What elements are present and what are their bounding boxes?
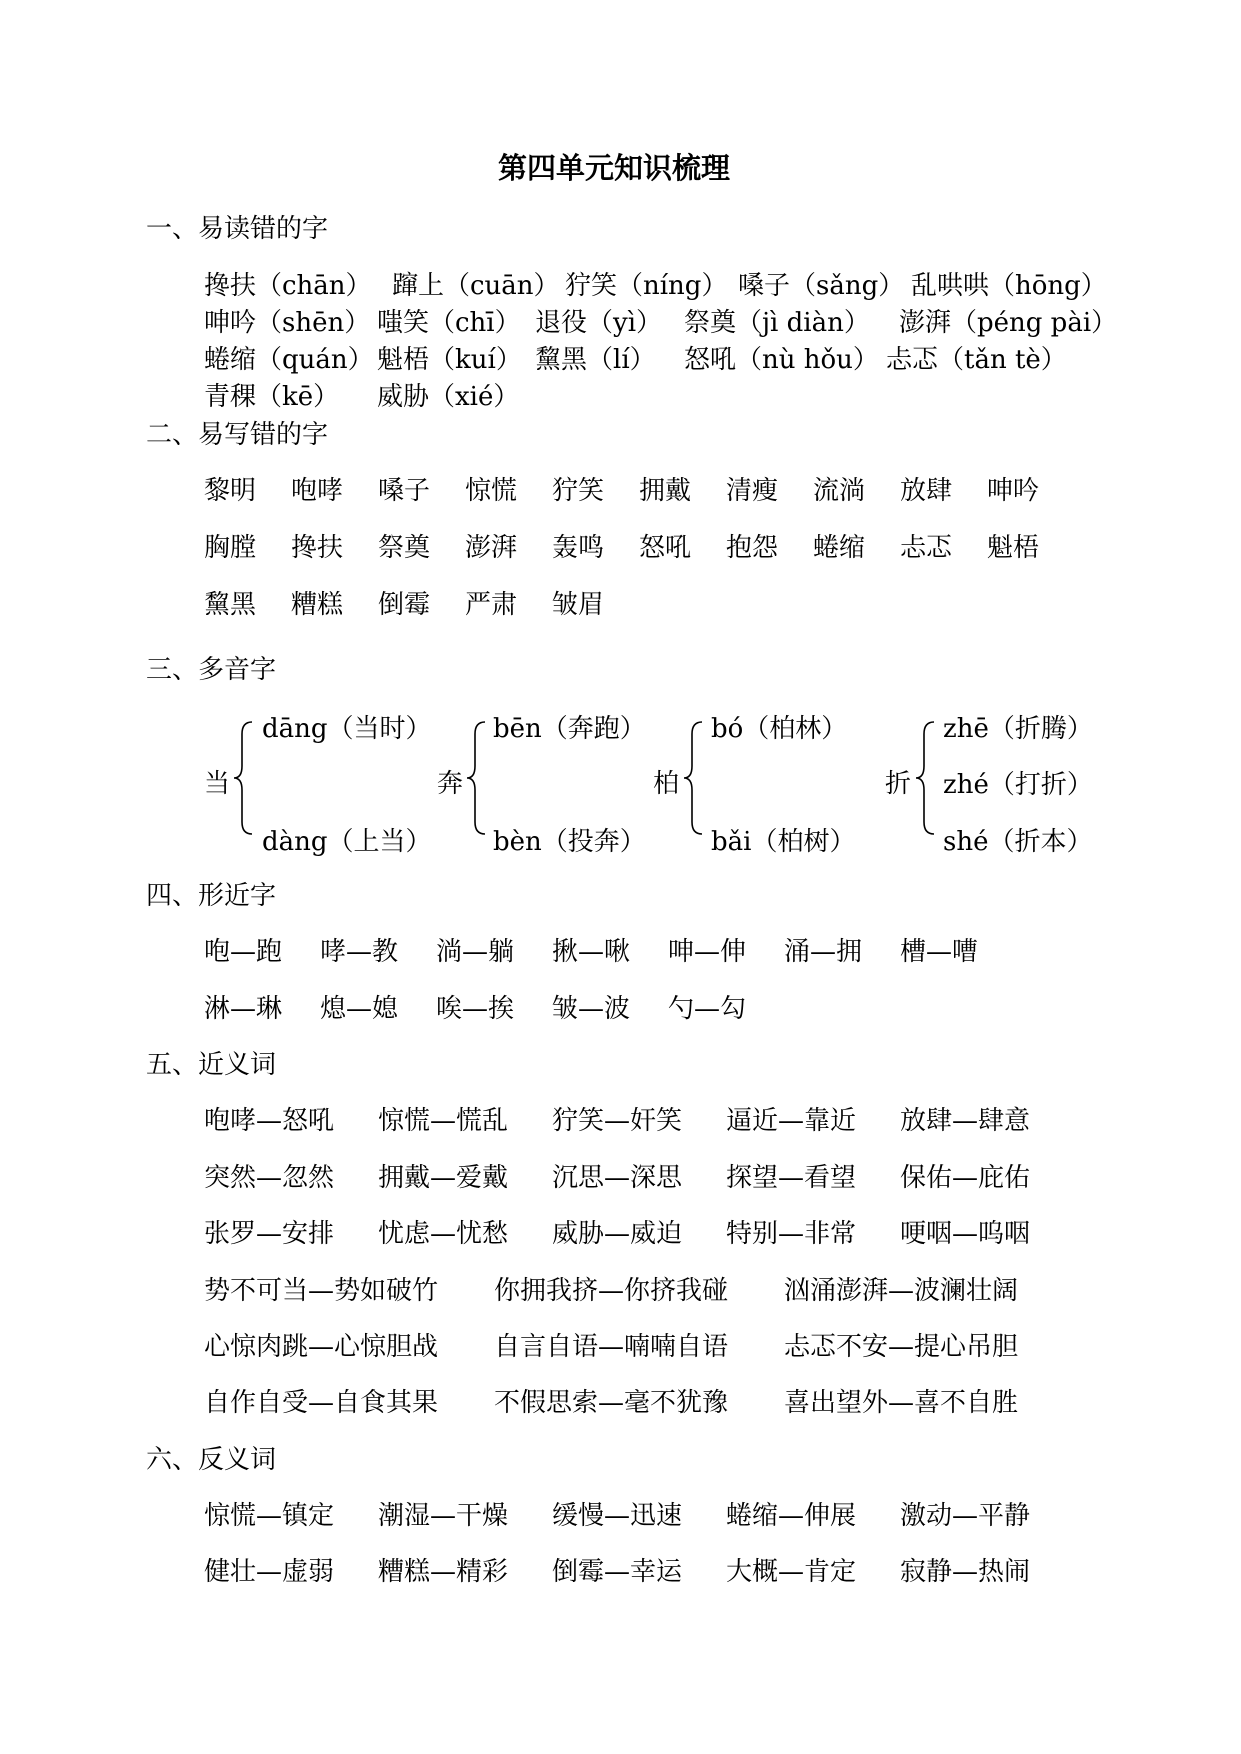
reading: dàng（上当） (262, 827, 432, 857)
word-item: 严肃 (465, 590, 518, 620)
word-pair: 潮湿—干燥 (378, 1501, 509, 1531)
word-item: 蜷缩 (813, 533, 866, 563)
pinyin-entry: 狞笑（níng） (565, 271, 728, 301)
word-item: 咆哮 (291, 476, 344, 506)
word-item: 搀扶 (291, 533, 344, 563)
section-heading-miswritten: 二、易写错的字 (146, 420, 329, 450)
char-pair: 槽—嘈 (900, 937, 979, 967)
pinyin-entry: 呻吟（shēn） (204, 308, 371, 338)
reading: shé（折本） (943, 827, 1093, 857)
word-item: 流淌 (813, 476, 866, 506)
word-pair: 保佑—庇佑 (900, 1163, 1031, 1193)
word-item: 糟糕 (291, 590, 344, 620)
brace-icon (914, 720, 938, 836)
word-pair: 张罗—安排 (204, 1219, 335, 1249)
char-pair: 呻—伸 (668, 937, 747, 967)
section-heading-polyphonic: 三、多音字 (146, 655, 277, 685)
polyphonic-char: 柏 (653, 769, 680, 799)
pinyin-entry: 嗤笑（chī） (377, 308, 521, 338)
char-pair: 揪—啾 (552, 937, 631, 967)
word-pair: 忧虑—忧愁 (378, 1219, 509, 1249)
word-pair: 寂静—热闹 (900, 1557, 1031, 1587)
char-pair: 熄—媳 (320, 994, 399, 1024)
word-item: 清瘦 (726, 476, 779, 506)
reading: bó（柏林） (711, 714, 848, 744)
word-pair: 忐忑不安—提心吊胆 (784, 1332, 1019, 1362)
pinyin-entry: 蜷缩（quán） (204, 345, 374, 375)
char-pair: 哮—教 (320, 937, 399, 967)
word-item: 拥戴 (639, 476, 692, 506)
brace-icon (232, 720, 256, 836)
section-heading-similar-shape: 四、形近字 (146, 881, 277, 911)
pinyin-entry: 蹿上（cuān） (392, 271, 560, 301)
section-heading-misread: 一、易读错的字 (146, 214, 329, 244)
word-pair: 沉思—深思 (552, 1163, 683, 1193)
char-pair: 勺—勾 (668, 994, 747, 1024)
pinyin-entry: 怒吼（nù hǒu） (684, 345, 879, 375)
page-title: 第四单元知识梳理 (498, 151, 731, 185)
word-item: 抱怨 (726, 533, 779, 563)
word-pair: 势不可当—势如破竹 (204, 1276, 439, 1306)
word-item: 皱眉 (552, 590, 605, 620)
word-item: 忐忑 (900, 533, 953, 563)
word-item: 倒霉 (378, 590, 431, 620)
brace-icon (682, 720, 706, 836)
reading: bēn（奔跑） (493, 714, 646, 744)
word-pair: 激动—平静 (900, 1501, 1031, 1531)
word-item: 魁梧 (987, 533, 1040, 563)
word-item: 胸膛 (204, 533, 257, 563)
word-item: 祭奠 (378, 533, 431, 563)
pinyin-entry: 嗓子（sǎng） (738, 271, 905, 301)
char-pair: 淌—躺 (436, 937, 515, 967)
word-item: 惊慌 (465, 476, 518, 506)
word-pair: 惊慌—慌乱 (378, 1106, 509, 1136)
pinyin-entry: 魁梧（kuí） (377, 345, 522, 375)
section-heading-synonyms: 五、近义词 (146, 1050, 277, 1080)
pinyin-entry: 青稞（kē） (204, 382, 340, 412)
section-heading-antonyms: 六、反义词 (146, 1445, 277, 1475)
reading: bǎi（柏树） (711, 827, 856, 857)
word-pair: 倒霉—幸运 (552, 1557, 683, 1587)
word-pair: 突然—忽然 (204, 1163, 335, 1193)
word-item: 黎明 (204, 476, 257, 506)
pinyin-entry: 威胁（xié） (377, 382, 520, 412)
word-pair: 心惊肉跳—心惊胆战 (204, 1332, 439, 1362)
word-pair: 威胁—威迫 (552, 1219, 683, 1249)
word-pair: 你拥我挤—你挤我碰 (494, 1276, 729, 1306)
pinyin-entry: 黧黑（lí） (535, 345, 656, 375)
polyphonic-char: 当 (204, 769, 231, 799)
word-item: 呻吟 (987, 476, 1040, 506)
word-item: 怒吼 (639, 533, 692, 563)
word-pair: 缓慢—迅速 (552, 1501, 683, 1531)
pinyin-entry: 乱哄哄（hōng） (911, 271, 1107, 301)
word-item: 放肆 (900, 476, 953, 506)
word-pair: 狞笑—奸笑 (552, 1106, 683, 1136)
word-pair: 拥戴—爱戴 (378, 1163, 509, 1193)
char-pair: 唉—挨 (436, 994, 515, 1024)
reading: zhē（折腾） (943, 714, 1093, 744)
word-pair: 放肆—肆意 (900, 1106, 1031, 1136)
char-pair: 皱—波 (552, 994, 631, 1024)
word-pair: 惊慌—镇定 (204, 1501, 335, 1531)
word-pair: 自作自受—自食其果 (204, 1388, 439, 1418)
char-pair: 淋—琳 (204, 994, 283, 1024)
word-pair: 大概—肯定 (726, 1557, 857, 1587)
word-pair: 健壮—虚弱 (204, 1557, 335, 1587)
word-pair: 自言自语—喃喃自语 (494, 1332, 729, 1362)
word-pair: 探望—看望 (726, 1163, 857, 1193)
word-item: 狞笑 (552, 476, 605, 506)
char-pair: 涌—拥 (784, 937, 863, 967)
char-pair: 咆—跑 (204, 937, 283, 967)
word-pair: 蜷缩—伸展 (726, 1501, 857, 1531)
pinyin-entry: 澎湃（péng pài） (899, 308, 1118, 338)
polyphonic-char: 奔 (437, 769, 464, 799)
reading: dāng（当时） (262, 714, 432, 744)
pinyin-entry: 忐忑（tǎn tè） (886, 345, 1067, 375)
pinyin-entry: 祭奠（jì diàn） (684, 308, 870, 338)
word-pair: 咆哮—怒吼 (204, 1106, 335, 1136)
reading: bèn（投奔） (493, 827, 646, 857)
polyphonic-char: 折 (885, 769, 912, 799)
pinyin-entry: 退役（yì） (535, 308, 663, 338)
word-item: 轰鸣 (552, 533, 605, 563)
word-item: 嗓子 (378, 476, 431, 506)
word-pair: 糟糕—精彩 (378, 1557, 509, 1587)
pinyin-entry: 搀扶（chān） (204, 271, 372, 301)
word-item: 黧黑 (204, 590, 257, 620)
word-pair: 逼近—靠近 (726, 1106, 857, 1136)
word-item: 澎湃 (465, 533, 518, 563)
reading: zhé（打折） (943, 770, 1093, 800)
word-pair: 汹涌澎湃—波澜壮阔 (784, 1276, 1019, 1306)
word-pair: 哽咽—呜咽 (900, 1219, 1031, 1249)
brace-icon (465, 720, 489, 836)
word-pair: 不假思索—毫不犹豫 (494, 1388, 729, 1418)
word-pair: 特别—非常 (726, 1219, 857, 1249)
word-pair: 喜出望外—喜不自胜 (784, 1388, 1019, 1418)
